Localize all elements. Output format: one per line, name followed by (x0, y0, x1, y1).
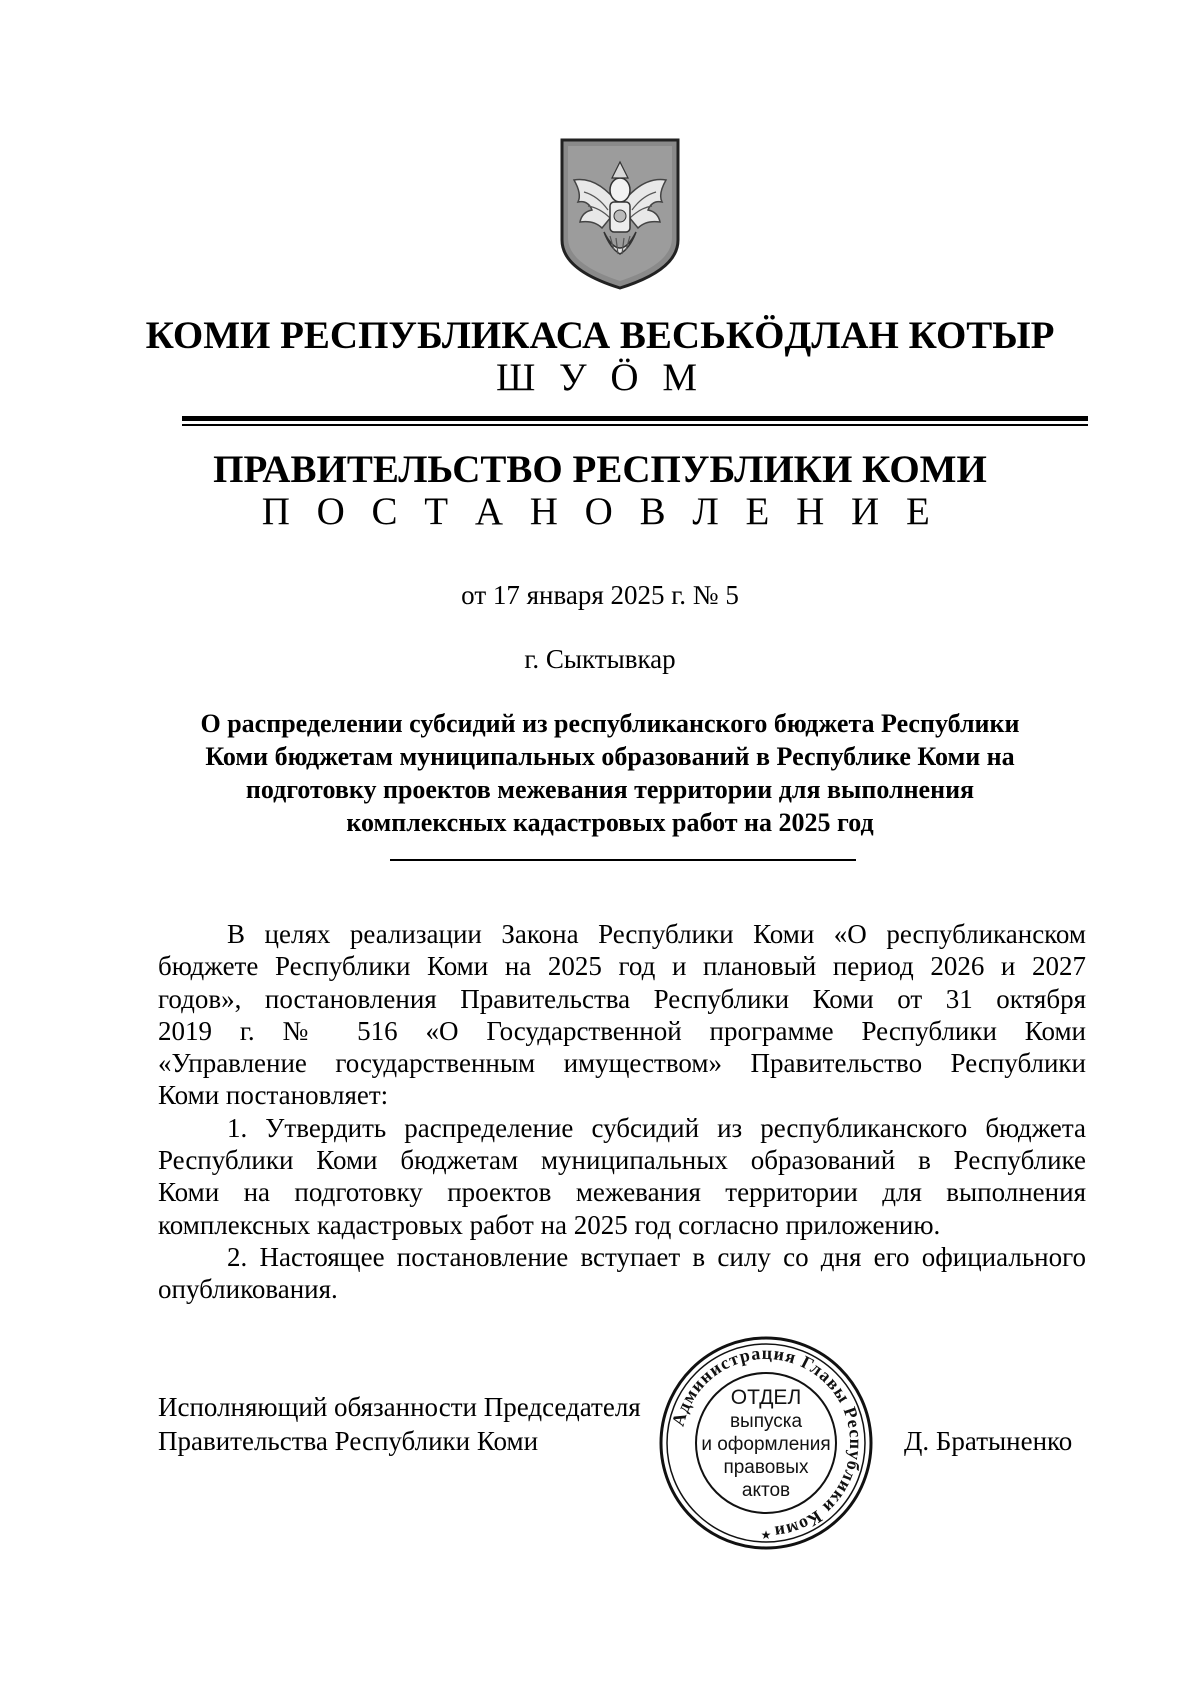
komi-coat-of-arms-icon (558, 136, 682, 290)
stamp-ring-text: Администрация Главы Республики Коми (667, 1342, 867, 1543)
document-body (158, 918, 1086, 1306)
title-line: комплексных кадастровых работ на 2025 год (346, 808, 874, 837)
item-1-line: Коми на подготовку проектов межевания территории для выполнения (158, 1177, 1086, 1208)
government-title: ПРАВИТЕЛЬСТВО РЕСПУБЛИКИ КОМИ (213, 448, 987, 491)
stamp-star-icon: ★ (760, 1528, 772, 1542)
preamble-line: Коми постановляет: (158, 1080, 389, 1111)
signatory-position-line: Исполняющий обязанности Председателя (158, 1392, 641, 1422)
document-title (150, 707, 1070, 839)
preamble-line: годов», постановления Правительства Республики Коми от 31 октября (158, 983, 1086, 1014)
stamp-center-line: ОТДЕЛ (730, 1386, 802, 1409)
document-city: г. Сыктывкар (524, 644, 676, 674)
document-date-number: от 17 января 2025 г. № 5 (461, 580, 739, 610)
signatory-name: Д. Братыненко (904, 1426, 1073, 1456)
signatory-position (158, 1390, 641, 1458)
item-1-line: комплексных кадастровых работ на 2025 год согласно приложению. (158, 1209, 941, 1240)
item-2-line: опубликования. (158, 1274, 338, 1305)
official-stamp (657, 1334, 875, 1552)
preamble-line: В целях реализации Закона Республики Коми «О республиканском (227, 919, 1086, 949)
title-line: О распределении субсидий из республиканского бюджета Республики (200, 709, 1020, 738)
document-type: П О С Т А Н О В Л Е Н И Е (261, 490, 939, 533)
stamp-center-line: актов (741, 1480, 791, 1501)
preamble-line: бюджете Республики Коми на 2025 год и плановый период 2026 и 2027 (158, 951, 1086, 982)
title-line: Коми бюджетам муниципальных образований в Республике Коми на (205, 742, 1015, 771)
stamp-center-line: правовых (723, 1457, 809, 1478)
komi-government-title: КОМИ РЕСПУБЛИКАСА ВЕСЬКӦДЛАН КОТЫР (145, 314, 1055, 357)
item-1-line: 1. Утвердить распределение субсидий из республиканского бюджета (227, 1112, 1086, 1143)
stamp-center-line: выпуска (729, 1411, 803, 1432)
komi-document-type: Ш У Ӧ М (495, 356, 705, 399)
preamble-line: «Управление государственным имуществом» Правительство Республики (158, 1048, 1086, 1079)
item-1-line: Республики Коми бюджетам муниципальных образований в Республике (158, 1145, 1086, 1176)
preamble-line: 2019 г. № 516 «О Государственной программе Республики Коми (158, 1015, 1086, 1046)
title-line: подготовку проектов межевания территории для выполнения (245, 775, 975, 804)
header-double-rule-thick (182, 416, 1088, 421)
signatory-position-line: Правительства Республики Коми (158, 1426, 539, 1456)
header-double-rule-thin (182, 424, 1088, 426)
stamp-center-line: и оформления (701, 1434, 831, 1455)
item-2-line: 2. Настоящее постановление вступает в силу со дня его официального (227, 1241, 1086, 1272)
title-underline (390, 859, 856, 861)
